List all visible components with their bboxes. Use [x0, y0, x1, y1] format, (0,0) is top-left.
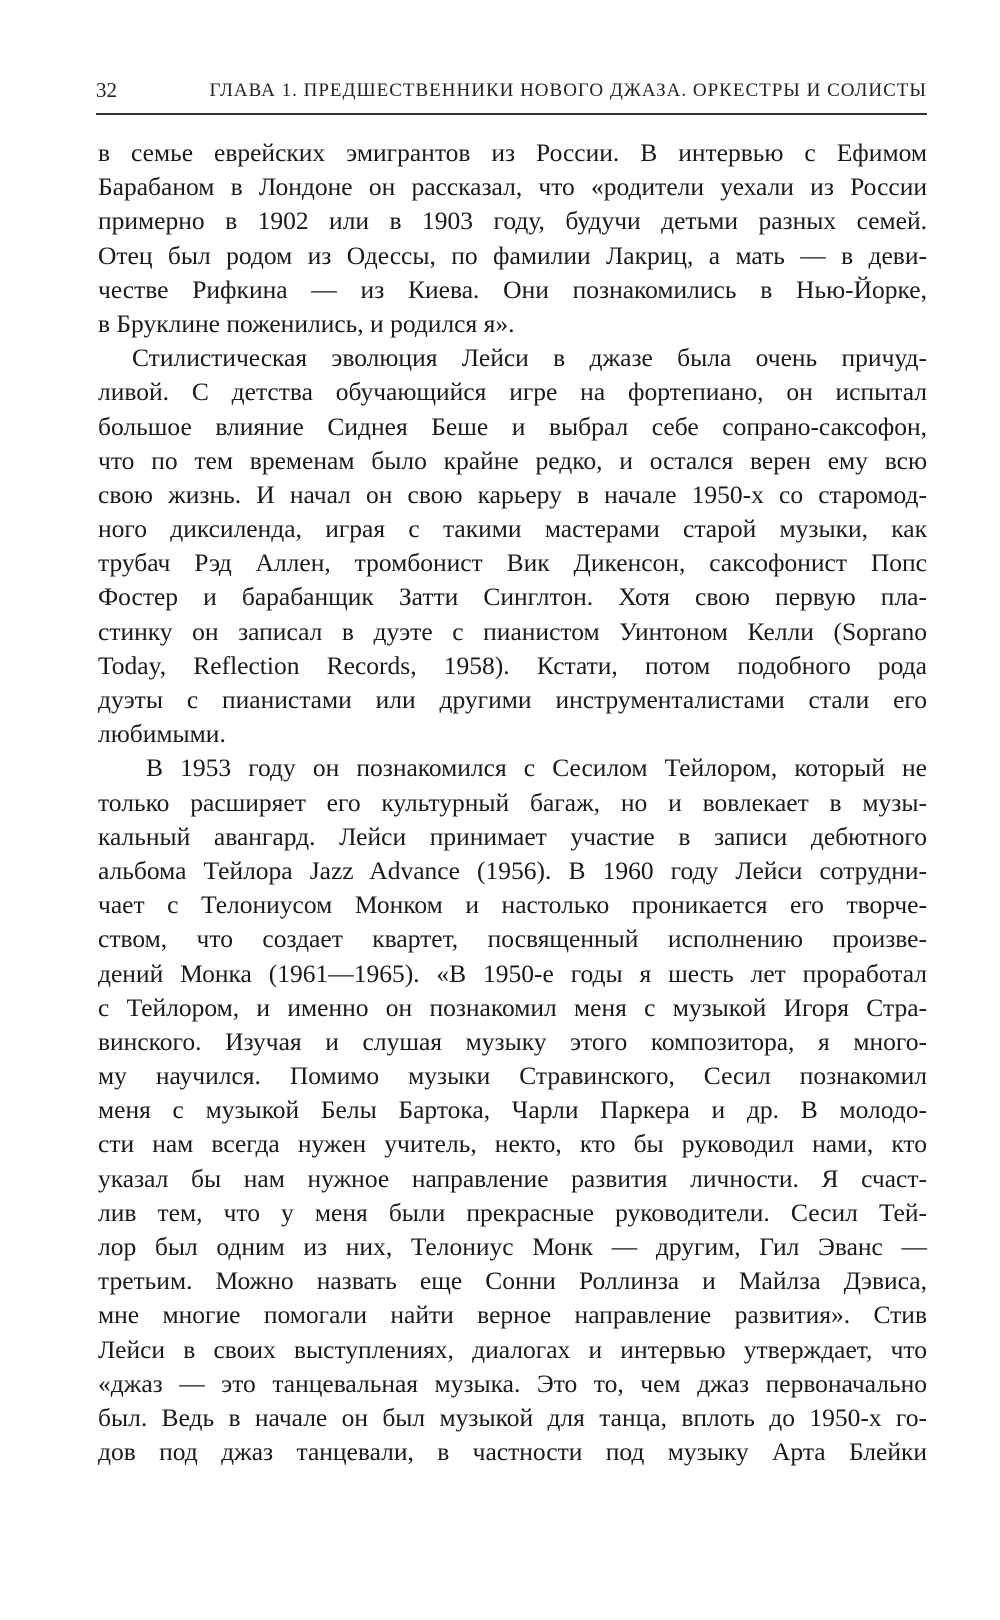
text-line: меня с музыкой Белы Бартока, Чарли Паркера и др. В молодо-	[98, 1095, 927, 1125]
text-line: что по тем временам было крайне редко, и остался верен ему всю	[98, 445, 927, 475]
paragraph	[98, 341, 927, 751]
text-line: примерно в 1902 или в 1903 году, будучи детьми разных семей.	[98, 206, 927, 236]
paragraph	[98, 136, 927, 341]
text-line: указал бы нам нужное направление развития личности. Я счаст-	[98, 1163, 927, 1193]
text-line: винского. Изучая и слушая музыку этого композитора, я много-	[98, 1026, 927, 1056]
text-line: Отец был родом из Одессы, по фамилии Лакриц, а мать — в деви-	[98, 240, 927, 270]
header-rule	[96, 113, 927, 115]
text-line: трубач Рэд Аллен, тромбонист Вик Дикенсон, саксофонист Попс	[98, 548, 927, 578]
text-line: дений Монка (1961—1965). «В 1950-е годы я шесть лет проработал	[98, 958, 927, 988]
text-line: чает с Телониусом Монком и настолько проникается его творче-	[98, 890, 927, 920]
text-line: стинку он записал в дуэте с пианистом Уинтоном Келли (Soprano	[98, 616, 927, 646]
text-line: мне многие помогали найти верное направление развития». Стив	[98, 1300, 927, 1330]
text-line: был. Ведь в начале он был музыкой для танца, вплоть до 1950-х го-	[98, 1402, 927, 1432]
text-line: Лейси в своих выступлениях, диалогах и интервью утверждает, что	[98, 1334, 927, 1364]
text-line: ством, что создает квартет, посвященный исполнению произве-	[98, 924, 927, 954]
text-line: Фостер и барабанщик Затти Синглтон. Хотя свою первую пла-	[98, 582, 927, 612]
text-line: «джаз — это танцевальная музыка. Это то, чем джаз первоначально	[98, 1368, 927, 1398]
text-line: свою жизнь. И начал он свою карьеру в начале 1950-х со старомод-	[98, 479, 927, 509]
text-line: Стилистическая эволюция Лейси в джазе была очень причуд-	[132, 343, 927, 373]
text-line: Today, Reflection Records, 1958). Кстати, потом подобного рода	[98, 650, 927, 680]
text-line: большое влияние Сиднея Беше и выбрал себе сопрано-саксофон,	[98, 411, 927, 441]
text-line: му научился. Помимо музыки Стравинского, Сесил познакомил	[98, 1061, 927, 1091]
body-text	[98, 136, 927, 1469]
running-header	[96, 74, 927, 110]
text-line: лив тем, что у меня были прекрасные руководители. Сесил Тей-	[98, 1197, 927, 1227]
text-line: ного диксиленда, играя с такими мастерами старой музыки, как	[98, 514, 927, 544]
text-line: любимыми.	[98, 719, 226, 749]
chapter-title: ГЛАВА 1. ПРЕДШЕСТВЕННИКИ НОВОГО ДЖАЗА. ОРКЕСТРЫ И СОЛИСТЫ	[209, 80, 927, 101]
text-line: сти нам всегда нужен учитель, некто, кто бы руководил нами, кто	[98, 1129, 927, 1159]
text-line: в Бруклине поженились, и родился я».	[98, 308, 515, 338]
paragraph	[98, 751, 927, 1469]
page-number: 32	[96, 78, 117, 102]
text-line: лор был одним из них, Телониус Монк — другим, Гил Эванс —	[98, 1232, 927, 1261]
text-line: В 1953 году он познакомился с Сесилом Тейлором, который не	[146, 753, 927, 783]
text-line: кальный авангард. Лейси принимает участие в записи дебютного	[98, 821, 927, 851]
text-line: альбома Тейлора Jazz Advance (1956). В 1960 году Лейси сотрудни-	[98, 855, 927, 885]
text-line: только расширяет его культурный багаж, но и вовлекает в музы-	[98, 787, 927, 817]
text-line: честве Рифкина — из Киева. Они познакомились в Нью-Йорке,	[98, 274, 927, 304]
text-line: ливой. С детства обучающийся игре на фортепиано, он испытал	[98, 377, 927, 407]
text-line: Барабаном в Лондоне он рассказал, что «родители уехали из России	[98, 172, 927, 202]
text-line: дов под джаз танцевали, в частности под музыку Арта Блейки	[98, 1437, 927, 1467]
text-line: с Тейлором, и именно он познакомил меня с музыкой Игоря Стра-	[98, 992, 927, 1022]
text-line: в семье еврейских эмигрантов из России. В интервью с Ефимом	[98, 138, 927, 167]
text-line: дуэты с пианистами или другими инструменталистами стали его	[98, 685, 927, 714]
text-line: третьим. Можно назвать еще Сонни Роллинза и Майлза Дэвиса,	[98, 1266, 927, 1296]
